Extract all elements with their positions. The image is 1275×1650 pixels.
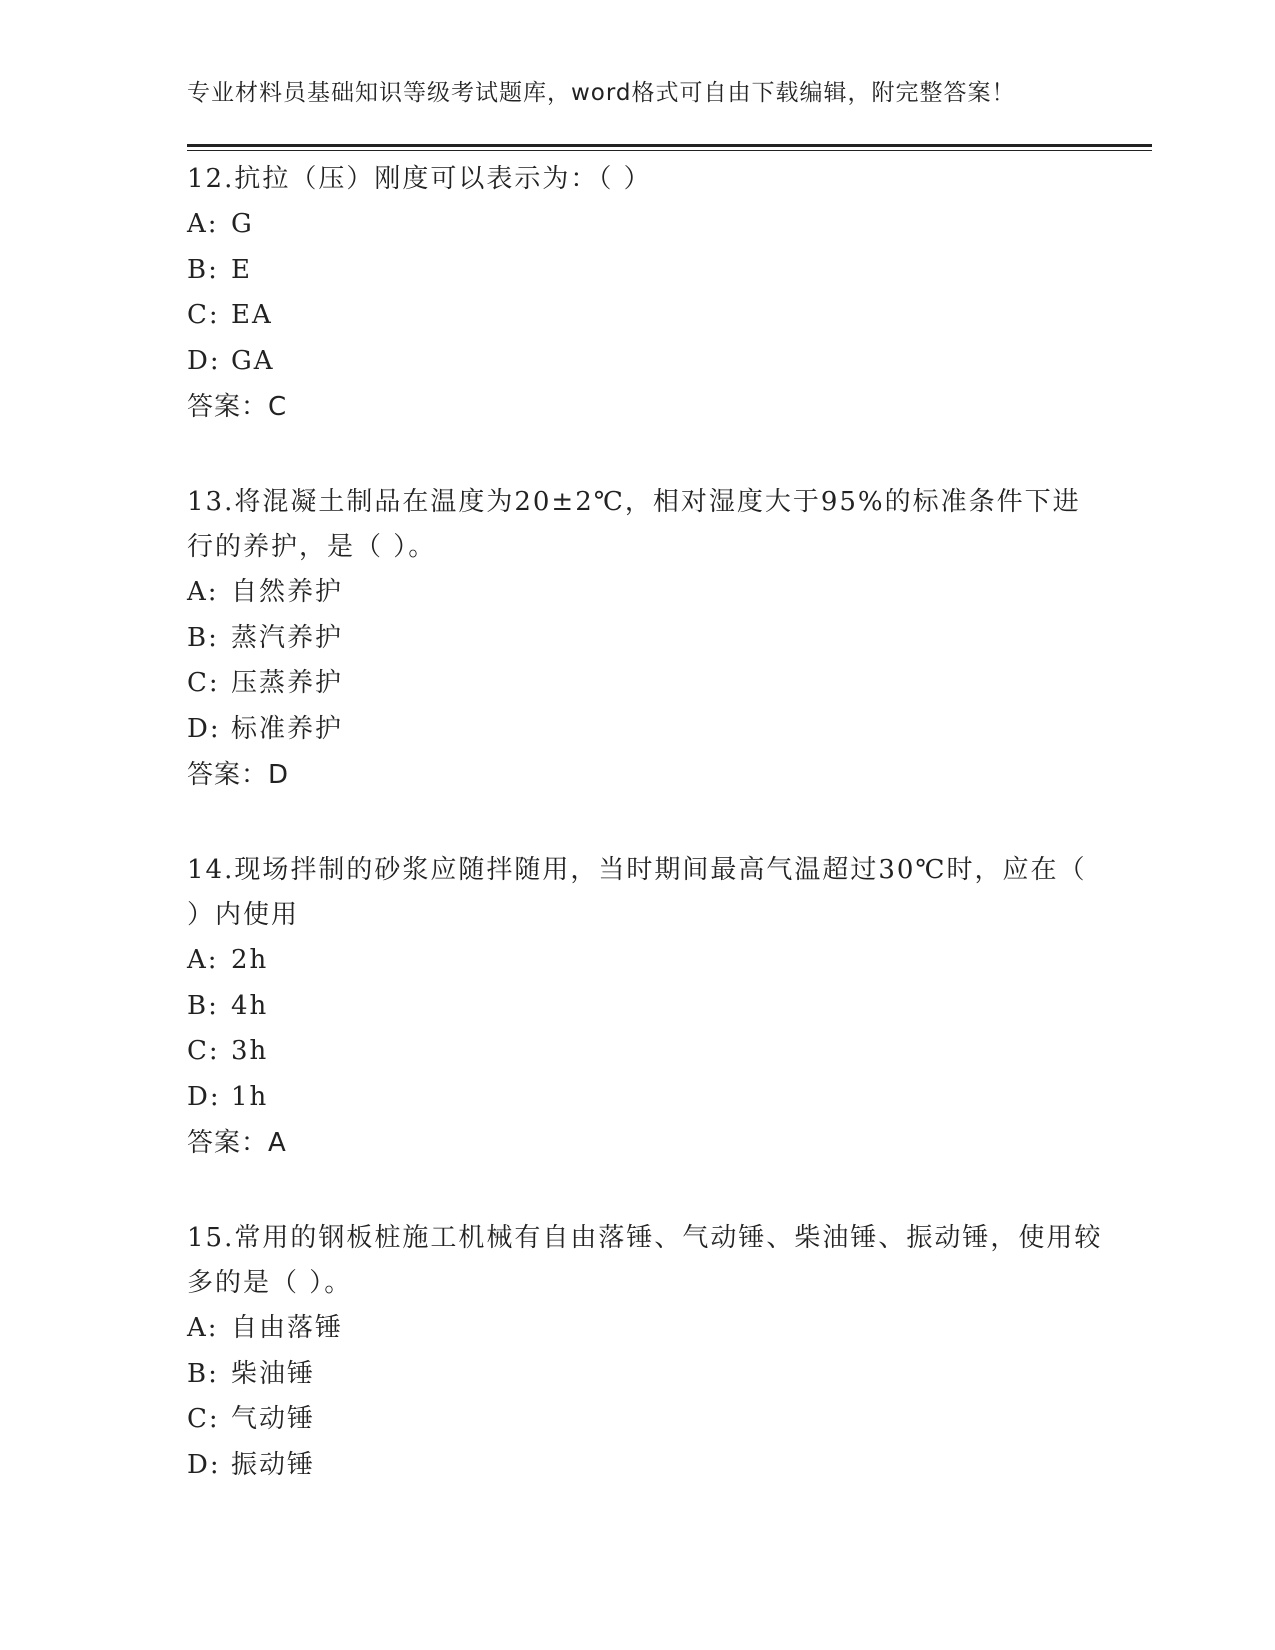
option-a — [187, 938, 1107, 984]
question-text: 12.抗拉（压）刚度可以表示为：（ ） — [187, 164, 652, 194]
answer-line: 答案：C — [187, 392, 288, 422]
option-b — [187, 1352, 1107, 1398]
option-text: 自然养护 — [231, 577, 344, 607]
answer-line: 答案：D — [187, 760, 290, 790]
option-text: 4h — [231, 990, 269, 1021]
option-text: 2h — [231, 945, 269, 975]
header-divider-thick — [187, 144, 1152, 147]
question-14 — [187, 848, 1107, 1166]
question-13 — [187, 480, 1107, 798]
option-b — [187, 616, 1107, 662]
option-label: A: — [187, 945, 219, 975]
option-a — [187, 1306, 1107, 1352]
option-text: G — [231, 209, 254, 239]
option-text: 柴油锤 — [231, 1358, 316, 1389]
option-label: A: — [187, 1313, 219, 1343]
option-label: C: — [187, 1036, 220, 1066]
option-label: C: — [187, 300, 220, 330]
option-text: 蒸汽养护 — [231, 622, 344, 653]
option-label: D: — [187, 1449, 221, 1480]
option-c — [187, 293, 1107, 339]
question-text: 15.常用的钢板桩施工机械有自由落锤、气动锤、柴油锤、振动锤，使用较多的是（ ）。 — [187, 1223, 1103, 1298]
option-b — [187, 984, 1107, 1030]
option-label: D: — [187, 345, 221, 376]
option-label: A: — [187, 209, 219, 239]
answer-line: 答案：A — [187, 1128, 287, 1158]
header-divider-thin — [187, 150, 1152, 151]
option-c — [187, 1397, 1107, 1443]
option-label: B: — [187, 990, 219, 1021]
option-text: 1h — [231, 1081, 269, 1112]
option-label: C: — [187, 668, 220, 698]
option-a — [187, 570, 1107, 616]
option-text: 压蒸养护 — [231, 668, 344, 698]
page-header: 专业材料员基础知识等级考试题库，word格式可自由下载编辑，附完整答案！ — [187, 80, 1016, 106]
option-text: 自由落锤 — [231, 1313, 344, 1343]
option-d — [187, 339, 1107, 385]
option-label: B: — [187, 254, 219, 285]
option-d — [187, 1075, 1107, 1121]
option-label: C: — [187, 1404, 220, 1434]
option-label: A: — [187, 577, 219, 607]
option-text: EA — [231, 300, 273, 330]
option-text: 3h — [231, 1036, 269, 1066]
option-c — [187, 1029, 1107, 1075]
option-a — [187, 202, 1107, 248]
option-label: D: — [187, 1081, 221, 1112]
option-text: 标准养护 — [231, 713, 344, 744]
option-b — [187, 248, 1107, 294]
question-text: 14.现场拌制的砂浆应随拌随用，当时期间最高气温超过30℃时，应在（ ）内使用 — [187, 855, 1087, 930]
option-text: 振动锤 — [231, 1449, 316, 1480]
option-d — [187, 1443, 1107, 1489]
question-list — [187, 157, 1107, 1538]
option-text: GA — [231, 345, 275, 376]
question-12 — [187, 157, 1107, 430]
question-15 — [187, 1216, 1107, 1488]
question-text: 13.将混凝土制品在温度为20±2℃，相对湿度大于95%的标准条件下进行的养护，是（ ）。 — [187, 487, 1081, 562]
option-c — [187, 661, 1107, 707]
option-label: D: — [187, 713, 221, 744]
option-text: 气动锤 — [231, 1404, 316, 1434]
option-label: B: — [187, 622, 219, 653]
option-label: B: — [187, 1358, 219, 1389]
option-text: E — [231, 254, 252, 285]
option-d — [187, 707, 1107, 753]
